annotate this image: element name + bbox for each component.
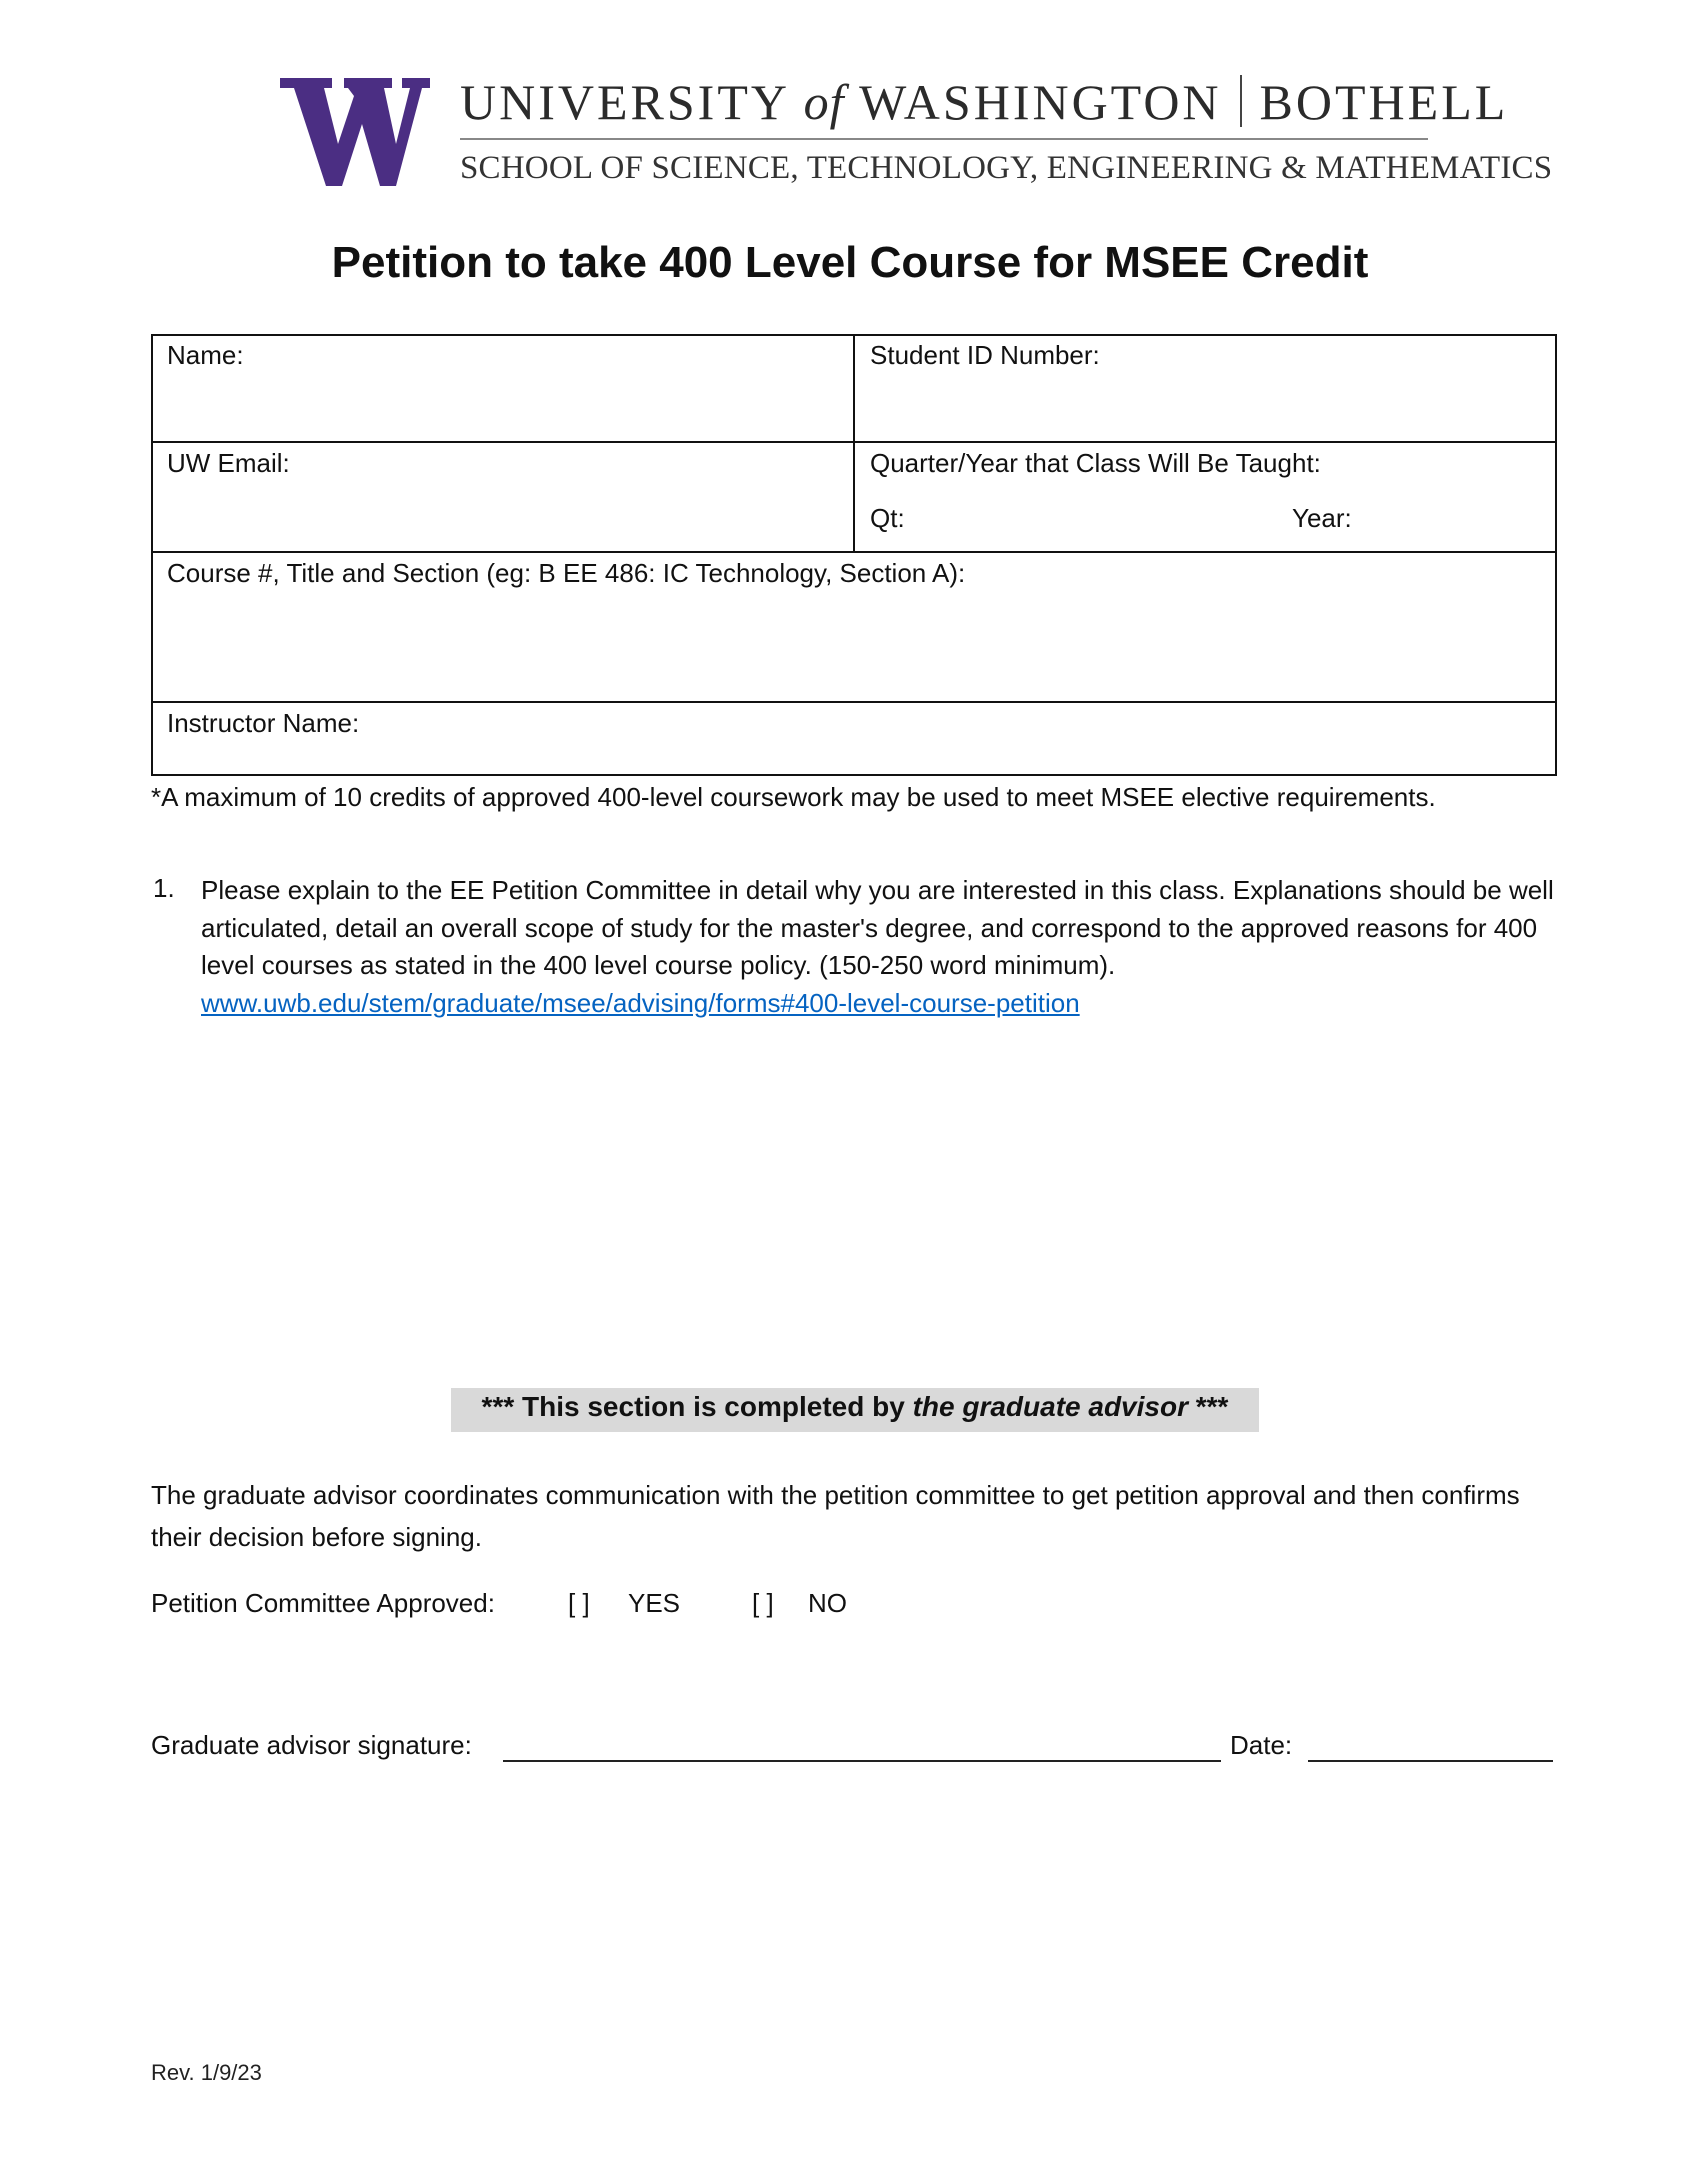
signature-field[interactable] — [503, 1760, 1221, 1762]
student-id-field[interactable]: Student ID Number: — [870, 340, 1100, 370]
year-field[interactable]: Year: — [1292, 503, 1352, 533]
university-name-part1: UNIVERSITY — [460, 74, 789, 130]
date-field[interactable] — [1308, 1760, 1553, 1762]
advisor-instructions: The graduate advisor coordinates communication with the petition committee to get petition approval and then confirms their decision before signing. — [151, 1480, 1520, 1552]
course-field[interactable]: Course #, Title and Section (eg: B EE 486: IC Technology, Section A): — [167, 558, 966, 588]
revision-date: Rev. 1/9/23 — [151, 2060, 262, 2085]
credit-limit-note: *A maximum of 10 credits of approved 400-level coursework may be used to meet MSEE elective requirements. — [151, 782, 1436, 812]
policy-link[interactable]: www.uwb.edu/stem/graduate/msee/advising/forms#400-level-course-petition — [201, 987, 1080, 1018]
quarter-year-label: Quarter/Year that Class Will Be Taught: — [870, 448, 1321, 478]
advisor-heading-italic: the graduate advisor — [912, 1391, 1188, 1422]
university-name-part2: WASHINGTON — [859, 74, 1222, 130]
table-row-divider — [151, 701, 1557, 703]
question-body: Please explain to the EE Petition Committee in detail why you are interested in this class. Explanations should be well articulated, detail an overall scope of study for the master's degree, and correspond to the approved reasons for 400 level courses as stated in the 400 level course policy. (150-250 word minimum). — [201, 875, 1554, 980]
document-title: Petition to take 400 Level Course for MSEE Credit — [331, 238, 1369, 287]
university-name-of: of — [803, 74, 845, 130]
university-name — [460, 72, 1508, 132]
advisor-section-heading — [451, 1391, 1259, 1423]
advisor-heading-suffix: *** — [1187, 1391, 1229, 1422]
header-separator — [1240, 75, 1242, 127]
yes-label: YES — [628, 1588, 681, 1618]
no-label: NO — [808, 1588, 847, 1618]
uw-email-field[interactable]: UW Email: — [167, 448, 290, 478]
yes-checkbox[interactable]: [ ] — [568, 1588, 590, 1618]
no-checkbox[interactable]: [ ] — [752, 1588, 774, 1618]
quarter-field[interactable]: Qt: — [870, 503, 905, 533]
school-name: SCHOOL OF SCIENCE, TECHNOLOGY, ENGINEERING & MATHEMATICS — [460, 150, 1553, 186]
question-text — [201, 872, 1561, 1022]
uw-w-logo — [280, 78, 430, 186]
date-label: Date: — [1230, 1730, 1293, 1760]
instructor-name-field[interactable]: Instructor Name: — [167, 708, 360, 738]
signature-label: Graduate advisor signature: — [151, 1730, 472, 1760]
campus-name: BOTHELL — [1259, 74, 1509, 130]
advisor-heading-prefix: *** This section is completed by — [481, 1391, 913, 1422]
table-column-divider — [853, 334, 855, 552]
question-number: 1. — [153, 873, 175, 903]
approval-label: Petition Committee Approved: — [151, 1588, 495, 1618]
header-rule — [460, 138, 1428, 140]
name-field[interactable]: Name: — [167, 340, 244, 370]
